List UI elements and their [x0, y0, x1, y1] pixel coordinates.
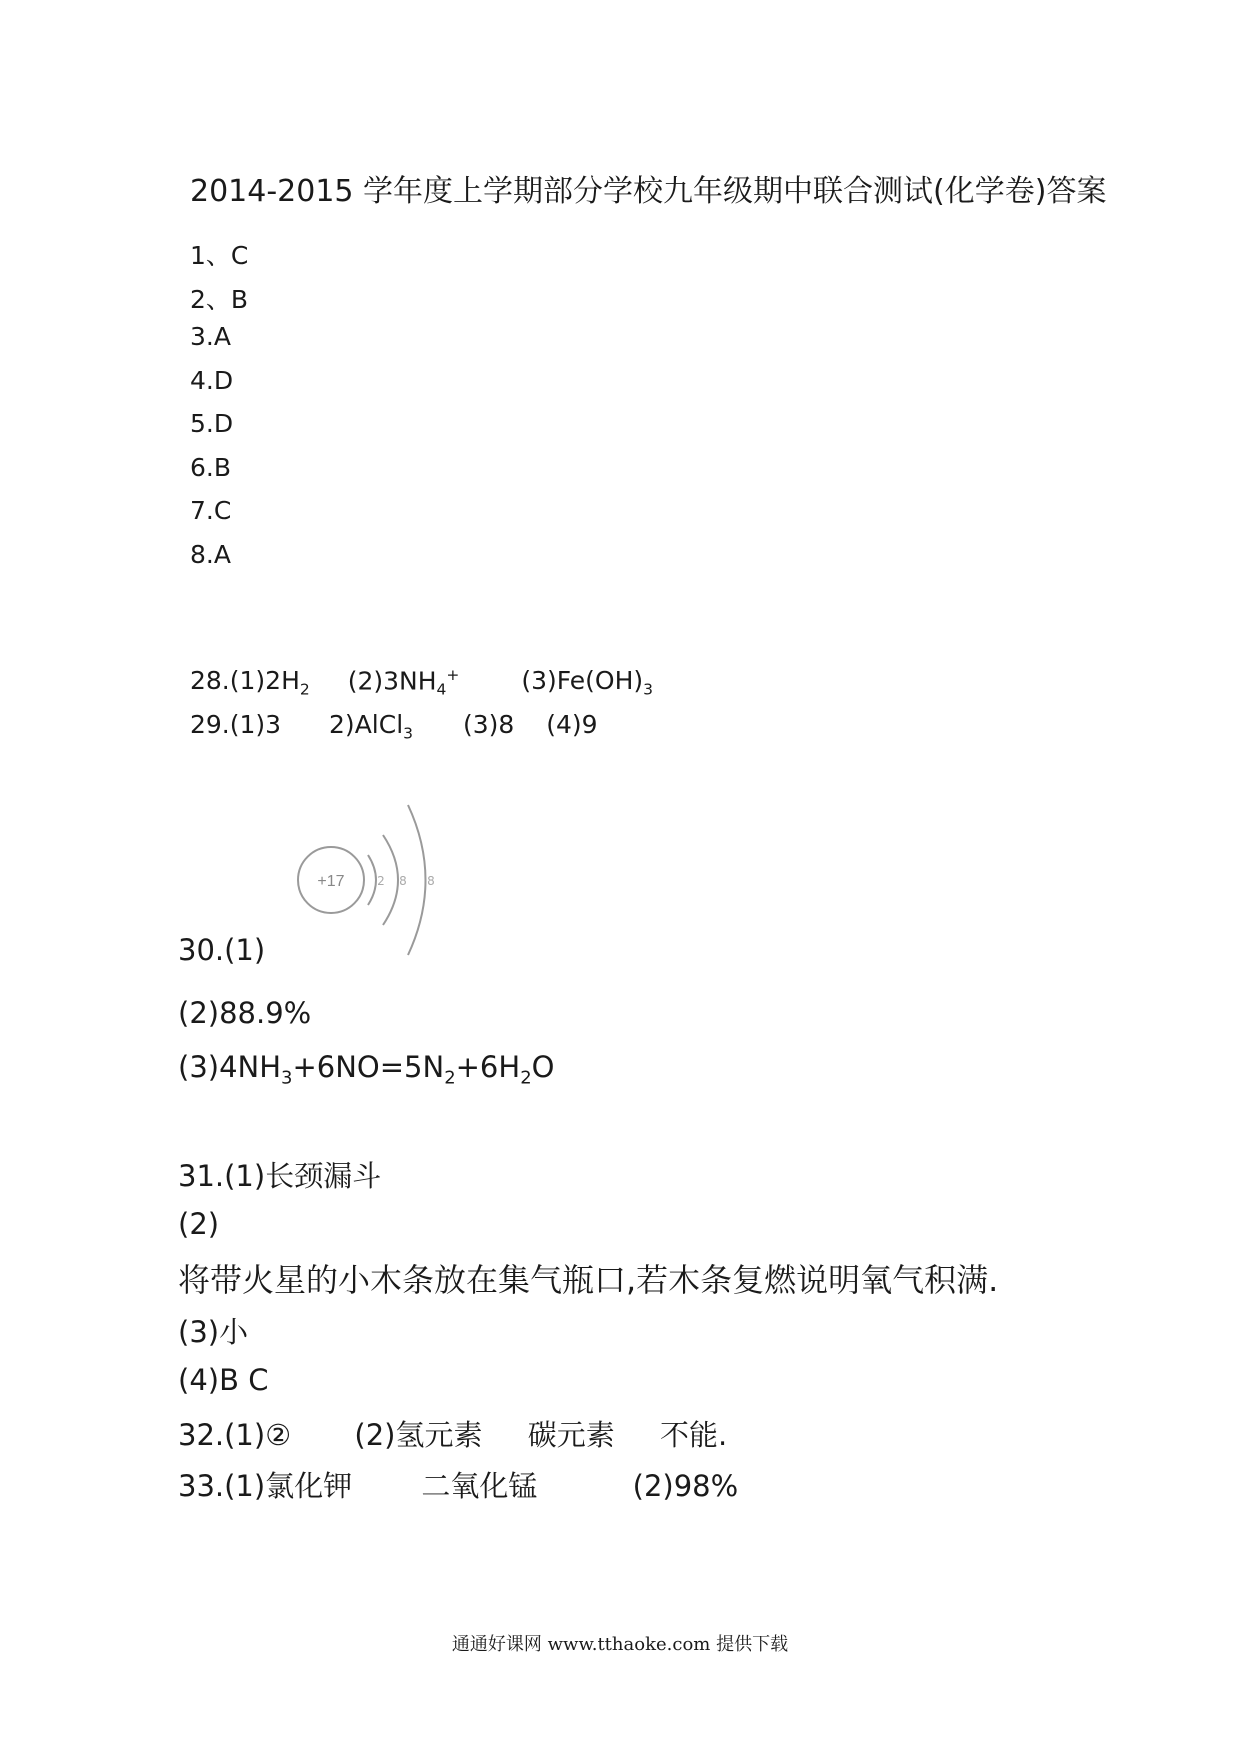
atom-structure-diagram — [285, 795, 455, 975]
answer-33 — [178, 1464, 738, 1505]
page-title: 2014-2015 学年度上学期部分学校九年级期中联合测试(化学卷)答案 — [190, 174, 1107, 209]
answer-33-part-2: 二氧化锰 — [421, 1469, 538, 1503]
footer-source: 通通好课网 www.tthaoke.com 提供下载 — [451, 1634, 789, 1655]
answer-31-part-4: (4)B C — [178, 1363, 269, 1397]
answer-32 — [178, 1413, 727, 1454]
answer-33-part-1: 33.(1)氯化钾 — [178, 1469, 353, 1503]
answer-32-part-2: (2)氢元素 — [354, 1418, 483, 1452]
answer-31-part-2-label: (2) — [178, 1207, 220, 1241]
answer-29-part-2: 2)AlCl$_3$ — [329, 710, 414, 743]
shell-3-electrons: 8 — [427, 874, 435, 888]
answer-31-part-2-text: 将带火星的小木条放在集气瓶口,若木条复燃说明氧气积满. — [178, 1261, 999, 1299]
answer-32-part-1: 32.(1)② — [178, 1418, 292, 1452]
atom-nucleus-label: +17 — [317, 873, 345, 890]
answer-28 — [190, 666, 653, 699]
answer-32-part-3: 碳元素 — [527, 1418, 615, 1452]
answer-30-part-2: (2)88.9% — [178, 996, 312, 1030]
choice-answer-4: 4.D — [190, 366, 234, 395]
choice-answer-6: 6.B — [190, 453, 232, 482]
answer-29-part-1: 29.(1)3 — [190, 710, 282, 739]
choice-answer-3: 3.A — [190, 322, 231, 351]
shell-1-electrons: 2 — [377, 874, 385, 888]
answer-31-part-1: 31.(1)长颈漏斗 — [178, 1159, 382, 1193]
choice-answer-5: 5.D — [190, 409, 234, 438]
choice-answer-7: 7.C — [190, 496, 232, 525]
answer-29-part-3: (3)8 — [462, 710, 515, 739]
answer-28-part-2: $(2)3NH_4^+$ — [347, 666, 460, 699]
answer-31-part-3: (3)小 — [178, 1315, 249, 1349]
choice-answer-8: 8.A — [190, 540, 231, 569]
choice-answer-1: 1、C — [190, 241, 249, 270]
answer-29 — [190, 710, 598, 742]
answer-32-part-4: 不能. — [659, 1418, 728, 1452]
answer-28-part-3: $(3)Fe(OH)_3$ — [521, 666, 654, 699]
answer-29-part-4: (4)9 — [546, 710, 598, 739]
shell-2-electrons: 8 — [399, 874, 407, 888]
answer-28-part-1: $28.(1)2H_2$ — [190, 666, 310, 699]
electron-shell-2 — [383, 835, 398, 925]
answer-30-label: 30.(1) — [178, 933, 266, 967]
choice-answer-2: 2、B — [190, 285, 249, 314]
answer-30-equation: $(3)4NH_3+6NO=5N_2+6H_2O$ — [178, 1050, 555, 1089]
electron-shell-3 — [408, 805, 426, 955]
answer-33-part-3: (2)98% — [632, 1469, 739, 1503]
electron-shell-1 — [368, 855, 376, 905]
